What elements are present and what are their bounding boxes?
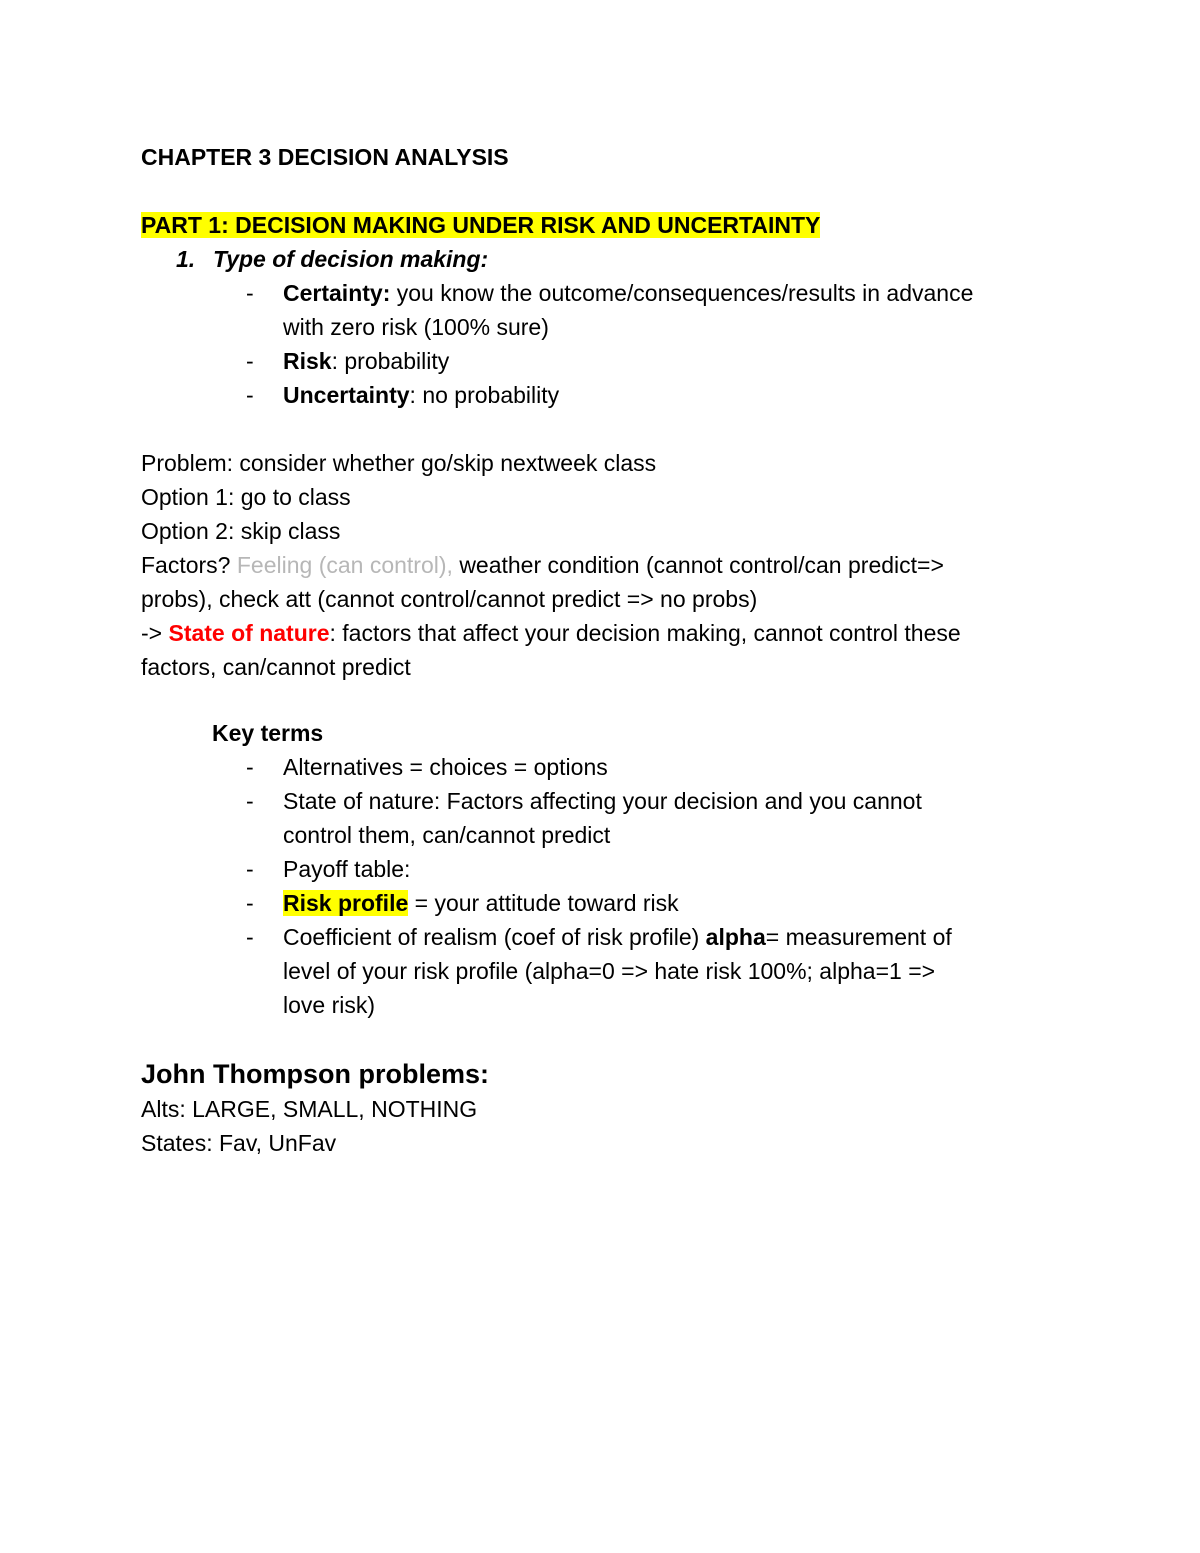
factors-rest: weather condition (cannot control/can predict=> bbox=[459, 552, 944, 578]
term-certainty: Certainty: bbox=[283, 280, 391, 306]
list-item-uncertainty bbox=[283, 378, 559, 412]
states-line: States: Fav, UnFav bbox=[141, 1130, 337, 1156]
option-2-line: Option 2: skip class bbox=[141, 518, 341, 544]
section-number: 1. bbox=[176, 246, 196, 272]
list-item-state-of-nature: State of nature: Factors affecting your decision and you cannot bbox=[283, 788, 922, 814]
arrow-text: -> bbox=[141, 620, 169, 646]
chapter-title-text: CHAPTER 3 DECISION ANALYSIS bbox=[141, 144, 509, 170]
term-risk: Risk bbox=[283, 348, 332, 374]
option-1-line: Option 1: go to class bbox=[141, 484, 351, 510]
problem-line: Problem: consider whether go/skip nextweek class bbox=[141, 450, 657, 476]
list-item-certainty bbox=[283, 276, 973, 310]
bullet-dash: - bbox=[246, 754, 254, 780]
list-item-risk bbox=[283, 344, 449, 378]
factors-line bbox=[141, 548, 944, 582]
item-text: = your attitude toward risk bbox=[408, 890, 679, 916]
key-terms-heading: Key terms bbox=[212, 720, 324, 746]
list-item-coefficient-cont-2: love risk) bbox=[283, 992, 376, 1018]
bullet-dash: - bbox=[246, 788, 254, 814]
chapter-title bbox=[141, 140, 509, 174]
list-item-payoff-table: Payoff table: bbox=[283, 856, 411, 882]
factors-line-2: probs), check att (cannot control/cannot predict => no probs) bbox=[141, 586, 758, 612]
item-text: : no probability bbox=[409, 382, 560, 408]
coefficient-pre: Coefficient of realism (coef of risk profile) bbox=[283, 924, 706, 950]
list-item-alternatives: Alternatives = choices = options bbox=[283, 754, 608, 780]
alts-line: Alts: LARGE, SMALL, NOTHING bbox=[141, 1096, 478, 1122]
bullet-dash: - bbox=[246, 890, 254, 916]
item-text: = measurement of bbox=[765, 924, 952, 950]
factors-grey-text: Feeling (can control), bbox=[236, 552, 460, 578]
item-text: you know the outcome/consequences/results in advance bbox=[390, 280, 974, 306]
state-of-nature-text: : factors that affect your decision making, cannot control these bbox=[329, 620, 961, 646]
state-of-nature-line bbox=[141, 616, 961, 650]
factors-prefix: Factors? bbox=[141, 552, 237, 578]
term-uncertainty: Uncertainty bbox=[283, 382, 410, 408]
bullet-dash: - bbox=[246, 856, 254, 882]
part-title-highlighted: PART 1: DECISION MAKING UNDER RISK AND UNCERTAINTY bbox=[141, 212, 821, 238]
state-of-nature-term: State of nature bbox=[168, 620, 330, 646]
part-title bbox=[141, 208, 820, 242]
bullet-dash: - bbox=[246, 348, 254, 374]
bullet-dash: - bbox=[246, 280, 254, 306]
bullet-dash: - bbox=[246, 382, 254, 408]
list-item-coefficient-cont: level of your risk profile (alpha=0 => hate risk 100%; alpha=1 => bbox=[283, 958, 936, 984]
item-text: : probability bbox=[331, 348, 450, 374]
list-item-risk-profile bbox=[283, 886, 679, 920]
list-item-state-of-nature-cont: control them, can/cannot predict bbox=[283, 822, 611, 848]
list-item-coefficient bbox=[283, 920, 952, 954]
term-risk-profile: Risk profile bbox=[283, 890, 409, 916]
list-item-certainty-cont: with zero risk (100% sure) bbox=[283, 314, 549, 340]
term-alpha: alpha bbox=[705, 924, 766, 950]
bullet-dash: - bbox=[246, 924, 254, 950]
section-title: Type of decision making: bbox=[213, 246, 489, 272]
state-of-nature-line-2: factors, can/cannot predict bbox=[141, 654, 411, 680]
john-thompson-heading: John Thompson problems: bbox=[141, 1059, 489, 1089]
